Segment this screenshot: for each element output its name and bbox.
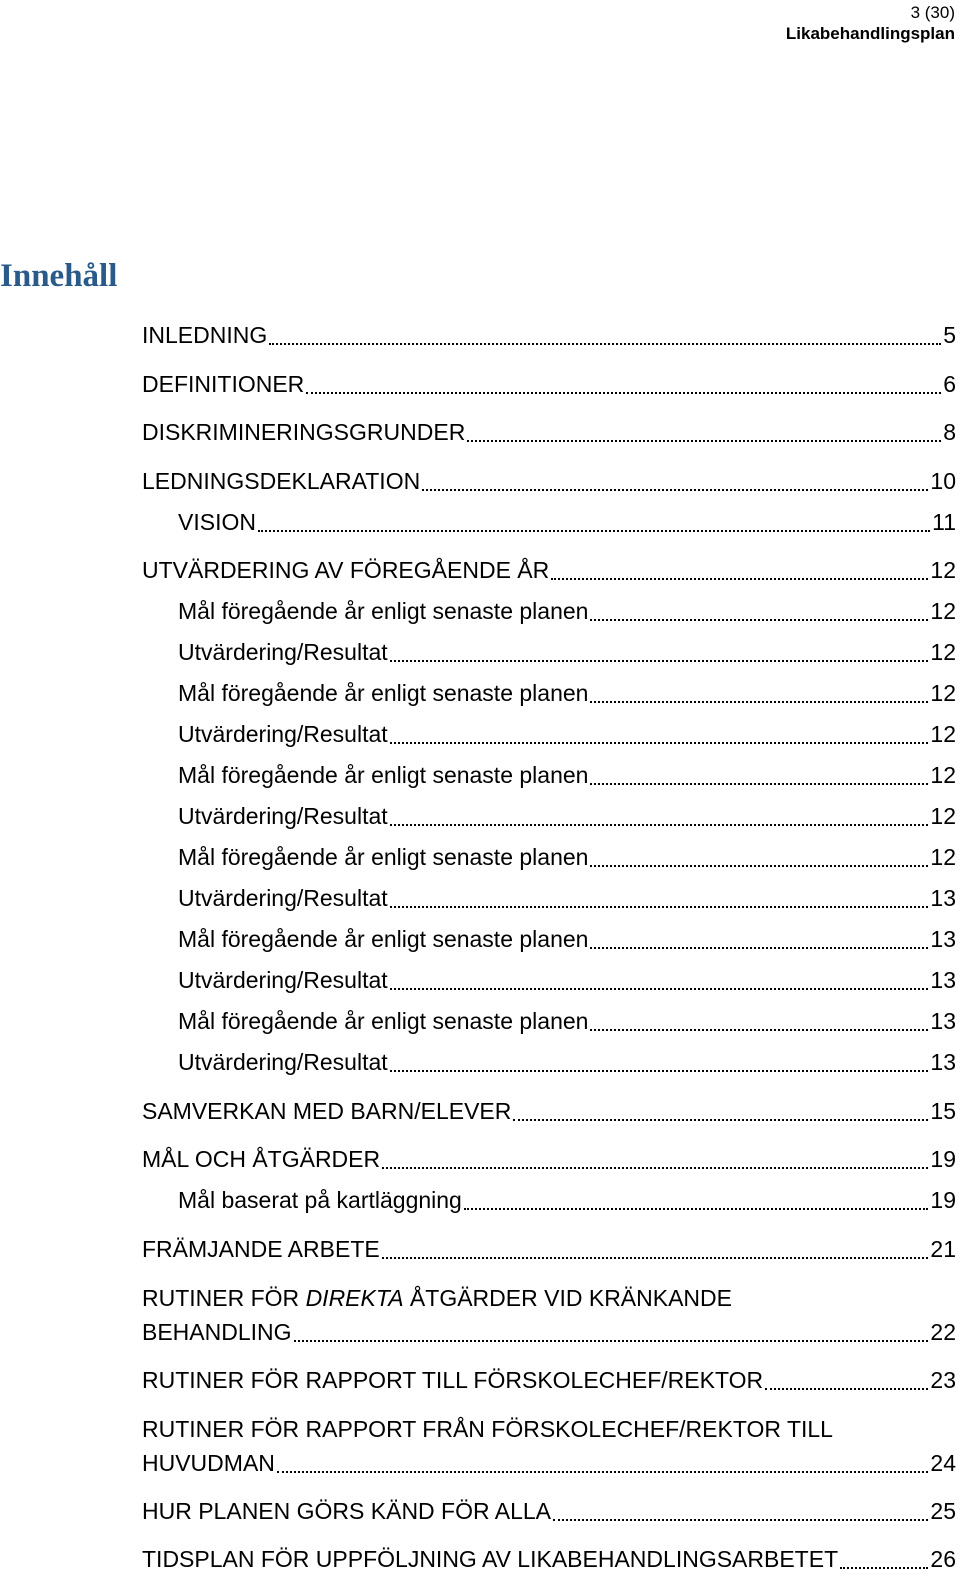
toc-entry-text: Utvärdering/Resultat [178,885,388,911]
dot-leader [390,824,929,826]
toc-entry-text: Mål föregående år enligt senaste planen [178,1008,589,1034]
dot-leader [422,489,928,491]
toc-entry-rutiner-rapport-till-forskolechef[interactable] [142,1363,956,1397]
toc-page-number: 12 [930,557,956,583]
toc-entry-text: Utvärdering/Resultat [178,967,388,993]
toc-page-number: 12 [930,639,956,665]
toc-entry-text: HUR PLANEN GÖRS KÄND FÖR ALLA [142,1498,551,1524]
dot-leader [590,619,928,621]
page-header [786,2,955,45]
toc-page-number: 12 [930,803,956,829]
toc-entry-utvardering-resultat[interactable] [178,717,956,751]
toc-entry-text: DEFINITIONER [142,371,305,397]
toc-entry-utvardering-resultat[interactable] [178,963,956,997]
dot-leader [390,742,929,744]
toc-page-number: 12 [930,598,956,624]
toc-entry-emphasis: DIREKTA [305,1285,404,1311]
dot-leader [258,530,930,532]
toc-entry-mal-foregaende-ar[interactable] [178,840,956,874]
dot-leader [306,392,941,394]
toc-entry-text: Utvärdering/Resultat [178,721,388,747]
toc-entry-utvardering-resultat[interactable] [178,635,956,669]
dot-leader [390,1070,929,1072]
toc-entry-mal-foregaende-ar[interactable] [178,594,956,628]
toc-entry-rutiner-rapport-fran-forskolechef[interactable] [142,1412,956,1480]
toc-entry-mal-baserat-pa-kartlaggning[interactable] [178,1183,956,1217]
dot-leader [467,440,941,442]
toc-entry-samverkan[interactable] [142,1094,956,1128]
toc-entry-mal-foregaende-ar[interactable] [178,758,956,792]
toc-entry-mal-foregaende-ar[interactable] [178,1004,956,1038]
toc-entry-diskrimineringsgrunder[interactable] [142,415,956,449]
toc-entry-text: Mål baserat på kartläggning [178,1187,462,1213]
toc-page-number: 6 [943,371,956,397]
toc-entry-text: Mål föregående år enligt senaste planen [178,680,589,706]
page-number: 3 (30) [910,3,955,22]
toc-entry-text: RUTINER FÖR RAPPORT FRÅN FÖRSKOLECHEF/REKTOR TILL [142,1416,833,1442]
toc-page-number: 15 [930,1098,956,1124]
toc-page-number: 19 [930,1187,956,1213]
document-title: Likabehandlingsplan [785,24,955,43]
dot-leader [390,660,929,662]
dot-leader [277,1471,929,1473]
toc-entry-inledning[interactable] [142,318,956,352]
toc-entry-rutiner-direkta-atgarder[interactable] [142,1281,956,1349]
toc-page-number: 13 [930,1049,956,1075]
toc-entry-text: LEDNINGSDEKLARATION [142,468,421,494]
toc-entry-utvardering-av-foregaende-ar[interactable] [142,553,956,587]
dot-leader [590,1029,928,1031]
dot-leader [390,988,929,990]
toc-entry-text: Mål föregående år enligt senaste planen [178,598,589,624]
toc-entry-text: ÅTGÄRDER VID KRÄNKANDE [403,1285,732,1311]
toc-entry-framjande-arbete[interactable] [142,1232,956,1266]
toc-entry-text: VISION [178,509,256,535]
toc-entry-utvardering-resultat[interactable] [178,799,956,833]
dot-leader [382,1167,928,1169]
dot-leader [590,701,928,703]
dot-leader [390,906,929,908]
toc-page-number: 21 [930,1236,956,1262]
toc-entry-hur-planen-gors-kand[interactable] [142,1494,956,1528]
toc-page-number: 24 [930,1450,956,1476]
toc-entry-tidsplan[interactable] [142,1542,956,1576]
toc-page-number: 25 [930,1498,956,1524]
toc-entry-text: UTVÄRDERING AV FÖREGÅENDE ÅR [142,557,550,583]
toc-entry-mal-och-atgarder[interactable] [142,1142,956,1176]
toc-entry-vision[interactable] [178,505,956,539]
dot-leader [590,865,928,867]
toc-entry-utvardering-resultat[interactable] [178,1045,956,1079]
toc-page-number: 23 [930,1367,956,1393]
toc-page-number: 13 [930,1008,956,1034]
dot-leader [294,1340,929,1342]
toc-entry-text: SAMVERKAN MED BARN/ELEVER [142,1098,512,1124]
dot-leader [590,947,928,949]
toc-entry-text: INLEDNING [142,322,268,348]
toc-entry-text: Utvärdering/Resultat [178,1049,388,1075]
dot-leader [269,343,941,345]
toc-page-number: 11 [932,509,956,535]
toc-page-number: 13 [930,967,956,993]
dot-leader [382,1257,929,1259]
toc-entry-mal-foregaende-ar[interactable] [178,922,956,956]
toc-entry-text: BEHANDLING [142,1319,292,1345]
toc-entry-text: Mål föregående år enligt senaste planen [178,762,589,788]
toc-page-number: 12 [930,680,956,706]
toc-entry-text: Mål föregående år enligt senaste planen [178,926,589,952]
toc-page-number: 22 [930,1319,956,1345]
toc-page-number: 5 [943,322,956,348]
dot-leader [551,578,928,580]
dot-leader [553,1519,928,1521]
toc-page-number: 13 [930,926,956,952]
toc-page-number: 8 [943,419,956,445]
toc-entry-text: HUVUDMAN [142,1450,275,1476]
toc-page-number: 19 [930,1146,956,1172]
toc-heading: Innehåll [0,258,118,294]
dot-leader [765,1388,928,1390]
toc-entry-utvardering-resultat[interactable] [178,881,956,915]
toc-entry-text: Mål föregående år enligt senaste planen [178,844,589,870]
toc-entry-text: MÅL OCH ÅTGÄRDER [142,1146,381,1172]
toc-page-number: 10 [930,468,956,494]
toc-page-number: 13 [930,885,956,911]
toc-entry-text: RUTINER FÖR RAPPORT TILL FÖRSKOLECHEF/REKTOR [142,1367,764,1393]
toc-entry-text: Utvärdering/Resultat [178,803,388,829]
toc-entry-mal-foregaende-ar[interactable] [178,676,956,710]
toc-entry-definitioner[interactable] [142,367,956,401]
toc-page-number: 12 [930,762,956,788]
toc-page-number: 12 [930,721,956,747]
toc-entry-text: Utvärdering/Resultat [178,639,388,665]
toc-entry-ledningsdeklaration[interactable] [142,464,956,498]
toc-entry-text: FRÄMJANDE ARBETE [142,1236,380,1262]
toc-entry-text: DISKRIMINERINGSGRUNDER [142,419,466,445]
dot-leader [590,783,928,785]
toc-entry-text: RUTINER FÖR [142,1285,306,1311]
toc-page-number: 26 [930,1546,956,1572]
toc-page-number: 12 [930,844,956,870]
dot-leader [513,1119,928,1121]
dot-leader [840,1567,928,1569]
dot-leader [464,1208,929,1210]
toc-entry-text: TIDSPLAN FÖR UPPFÖLJNING AV LIKABEHANDLINGSARBETET [142,1546,839,1572]
